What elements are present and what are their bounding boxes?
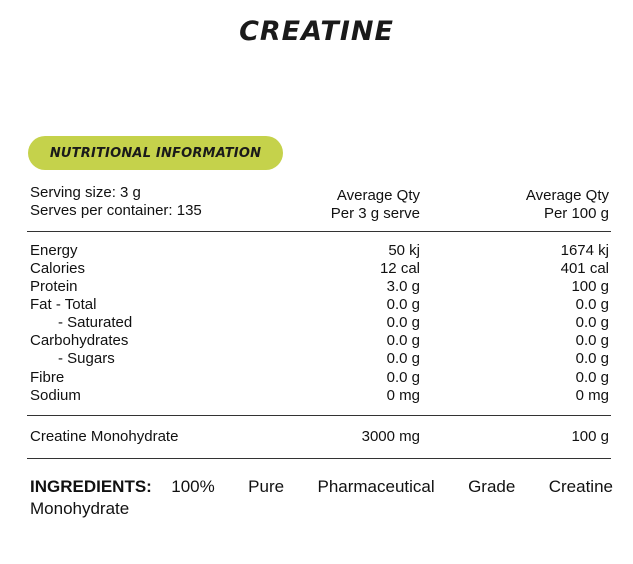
row-per-serve: 0.0 g bbox=[386, 332, 420, 349]
ingredients-label: INGREDIENTS: bbox=[30, 477, 152, 496]
row-label: Energy bbox=[30, 242, 78, 259]
row-label: Sodium bbox=[30, 387, 81, 404]
row-per-serve: 0.0 g bbox=[386, 369, 420, 386]
ingredients-text: 100% Pure Pharmaceutical Grade Creatine Monohydrate bbox=[30, 477, 613, 518]
row-per-100g: 0 mg bbox=[575, 387, 609, 404]
row-per-serve: 0.0 g bbox=[386, 296, 420, 313]
divider-active bbox=[27, 458, 611, 459]
row-per-100g: 0.0 g bbox=[575, 350, 609, 367]
row-per-serve: 50 kj bbox=[388, 242, 420, 259]
row-per-100g: 401 cal bbox=[560, 260, 609, 277]
active-label: Creatine Monohydrate bbox=[30, 428, 179, 445]
divider-nutrients bbox=[27, 415, 611, 416]
col-per-100g-header-2: Per 100 g bbox=[543, 205, 609, 222]
col-per-serve-header-1: Average Qty bbox=[336, 187, 420, 204]
row-label: Calories bbox=[30, 260, 86, 277]
row-label: - Saturated bbox=[58, 314, 133, 331]
active-per-100g: 100 g bbox=[571, 428, 609, 445]
row-per-100g: 1674 kj bbox=[560, 242, 609, 259]
ingredients bbox=[30, 476, 613, 520]
row-per-serve: 0.0 g bbox=[386, 314, 420, 331]
row-label: Fibre bbox=[30, 369, 65, 386]
col-per-serve-header-2: Per 3 g serve bbox=[330, 205, 420, 222]
row-label: Carbohydrates bbox=[30, 332, 129, 349]
row-per-100g: 0.0 g bbox=[575, 296, 609, 313]
row-label: - Sugars bbox=[58, 350, 115, 367]
row-per-100g: 0.0 g bbox=[575, 369, 609, 386]
page-title: CREATINE bbox=[239, 16, 394, 47]
col-per-100g-header-1: Average Qty bbox=[525, 187, 609, 204]
serving-size: Serving size: 3 g bbox=[30, 184, 141, 201]
row-per-serve: 12 cal bbox=[379, 260, 420, 277]
row-per-100g: 0.0 g bbox=[575, 332, 609, 349]
row-per-serve: 0.0 g bbox=[386, 350, 420, 367]
row-per-100g: 100 g bbox=[571, 278, 609, 295]
row-per-100g: 0.0 g bbox=[575, 314, 609, 331]
row-per-serve: 3.0 g bbox=[386, 278, 420, 295]
active-per-serve: 3000 mg bbox=[361, 428, 420, 445]
divider-header bbox=[27, 231, 611, 232]
serves-per-container: Serves per container: 135 bbox=[30, 202, 202, 219]
row-label: Protein bbox=[30, 278, 78, 295]
row-per-serve: 0 mg bbox=[386, 387, 420, 404]
nutritional-information-badge: NUTRITIONAL INFORMATION bbox=[28, 136, 283, 170]
row-label: Fat - Total bbox=[30, 296, 97, 313]
